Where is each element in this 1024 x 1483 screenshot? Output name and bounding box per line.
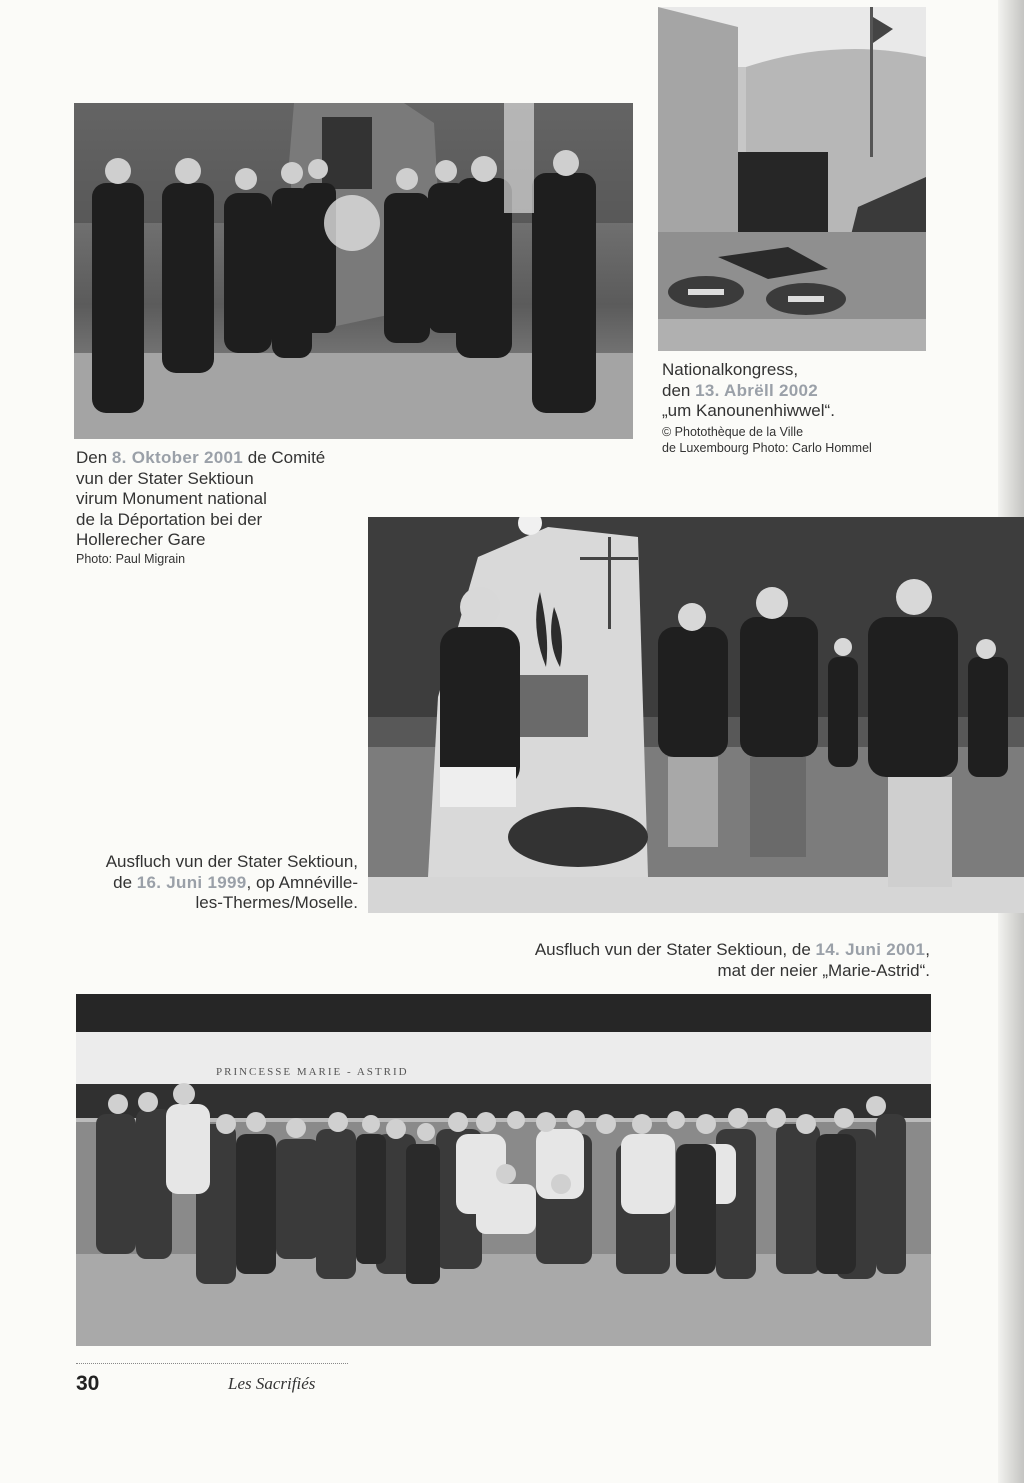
caption-line: [76, 448, 325, 469]
photo-credit: © Photothèque de la Ville: [662, 424, 804, 439]
caption-line: [66, 873, 358, 894]
caption-text: Den: [76, 448, 112, 467]
caption-line: „um Kanounenhiwwel“.: [662, 401, 835, 420]
photo-amneville-memorial: [368, 517, 1024, 913]
caption-monument-group: [76, 448, 325, 567]
caption-date: 14. Juni 2001: [815, 940, 926, 959]
caption-line: les-Thermes/Moselle.: [195, 893, 358, 912]
photo-amneville-memorial-image: [368, 517, 1024, 913]
photo-ship-group: [76, 994, 931, 1346]
caption-date: 8. Oktober 2001: [111, 448, 244, 467]
caption-text: de Comité: [243, 448, 326, 467]
caption-amneville: [66, 852, 358, 914]
photo-credit: de Luxembourg Photo: Carlo Hommel: [662, 440, 872, 455]
page-number: 30: [76, 1372, 100, 1395]
caption-line: vun der Stater Sektioun: [76, 468, 254, 488]
photo-monument-group-image: [74, 103, 633, 439]
caption-date: 16. Juni 1999: [136, 872, 247, 892]
caption-marie-astrid: [420, 940, 930, 981]
photo-monument-group: [74, 103, 633, 439]
caption-line: Nationalkongress,: [662, 360, 799, 379]
caption-line: Ausfluch vun der Stater Sektioun,: [105, 852, 358, 871]
caption-line: de la Déportation bei der: [76, 509, 263, 529]
caption-line: mat der neier „Marie-Astrid“.: [717, 960, 930, 980]
caption-date: 13. Abrëll 2002: [695, 380, 819, 400]
caption-line: [662, 381, 872, 402]
ship-name-text: PRINCESSE MARIE - ASTRID: [216, 1066, 409, 1078]
photo-credit: Photo: Paul Migrain: [76, 551, 186, 566]
publication-title: Les Sacrifiés: [228, 1374, 316, 1393]
photo-national-memorial-image: [658, 7, 926, 351]
photo-ship-group-image: [76, 994, 931, 1346]
caption-text: Ausfluch vun der Stater Sektioun, de: [534, 940, 816, 959]
caption-text: ,: [925, 940, 930, 959]
caption-national-memorial: [662, 360, 872, 456]
caption-line: Hollerecher Gare: [76, 530, 206, 549]
photo-national-memorial: [658, 7, 926, 351]
footer-divider: [76, 1363, 348, 1364]
caption-text: den: [662, 380, 696, 400]
caption-line: [420, 940, 930, 961]
caption-text: , op Amnéville-: [246, 872, 358, 892]
caption-text: de: [113, 872, 137, 892]
caption-line: virum Monument national: [76, 489, 267, 508]
